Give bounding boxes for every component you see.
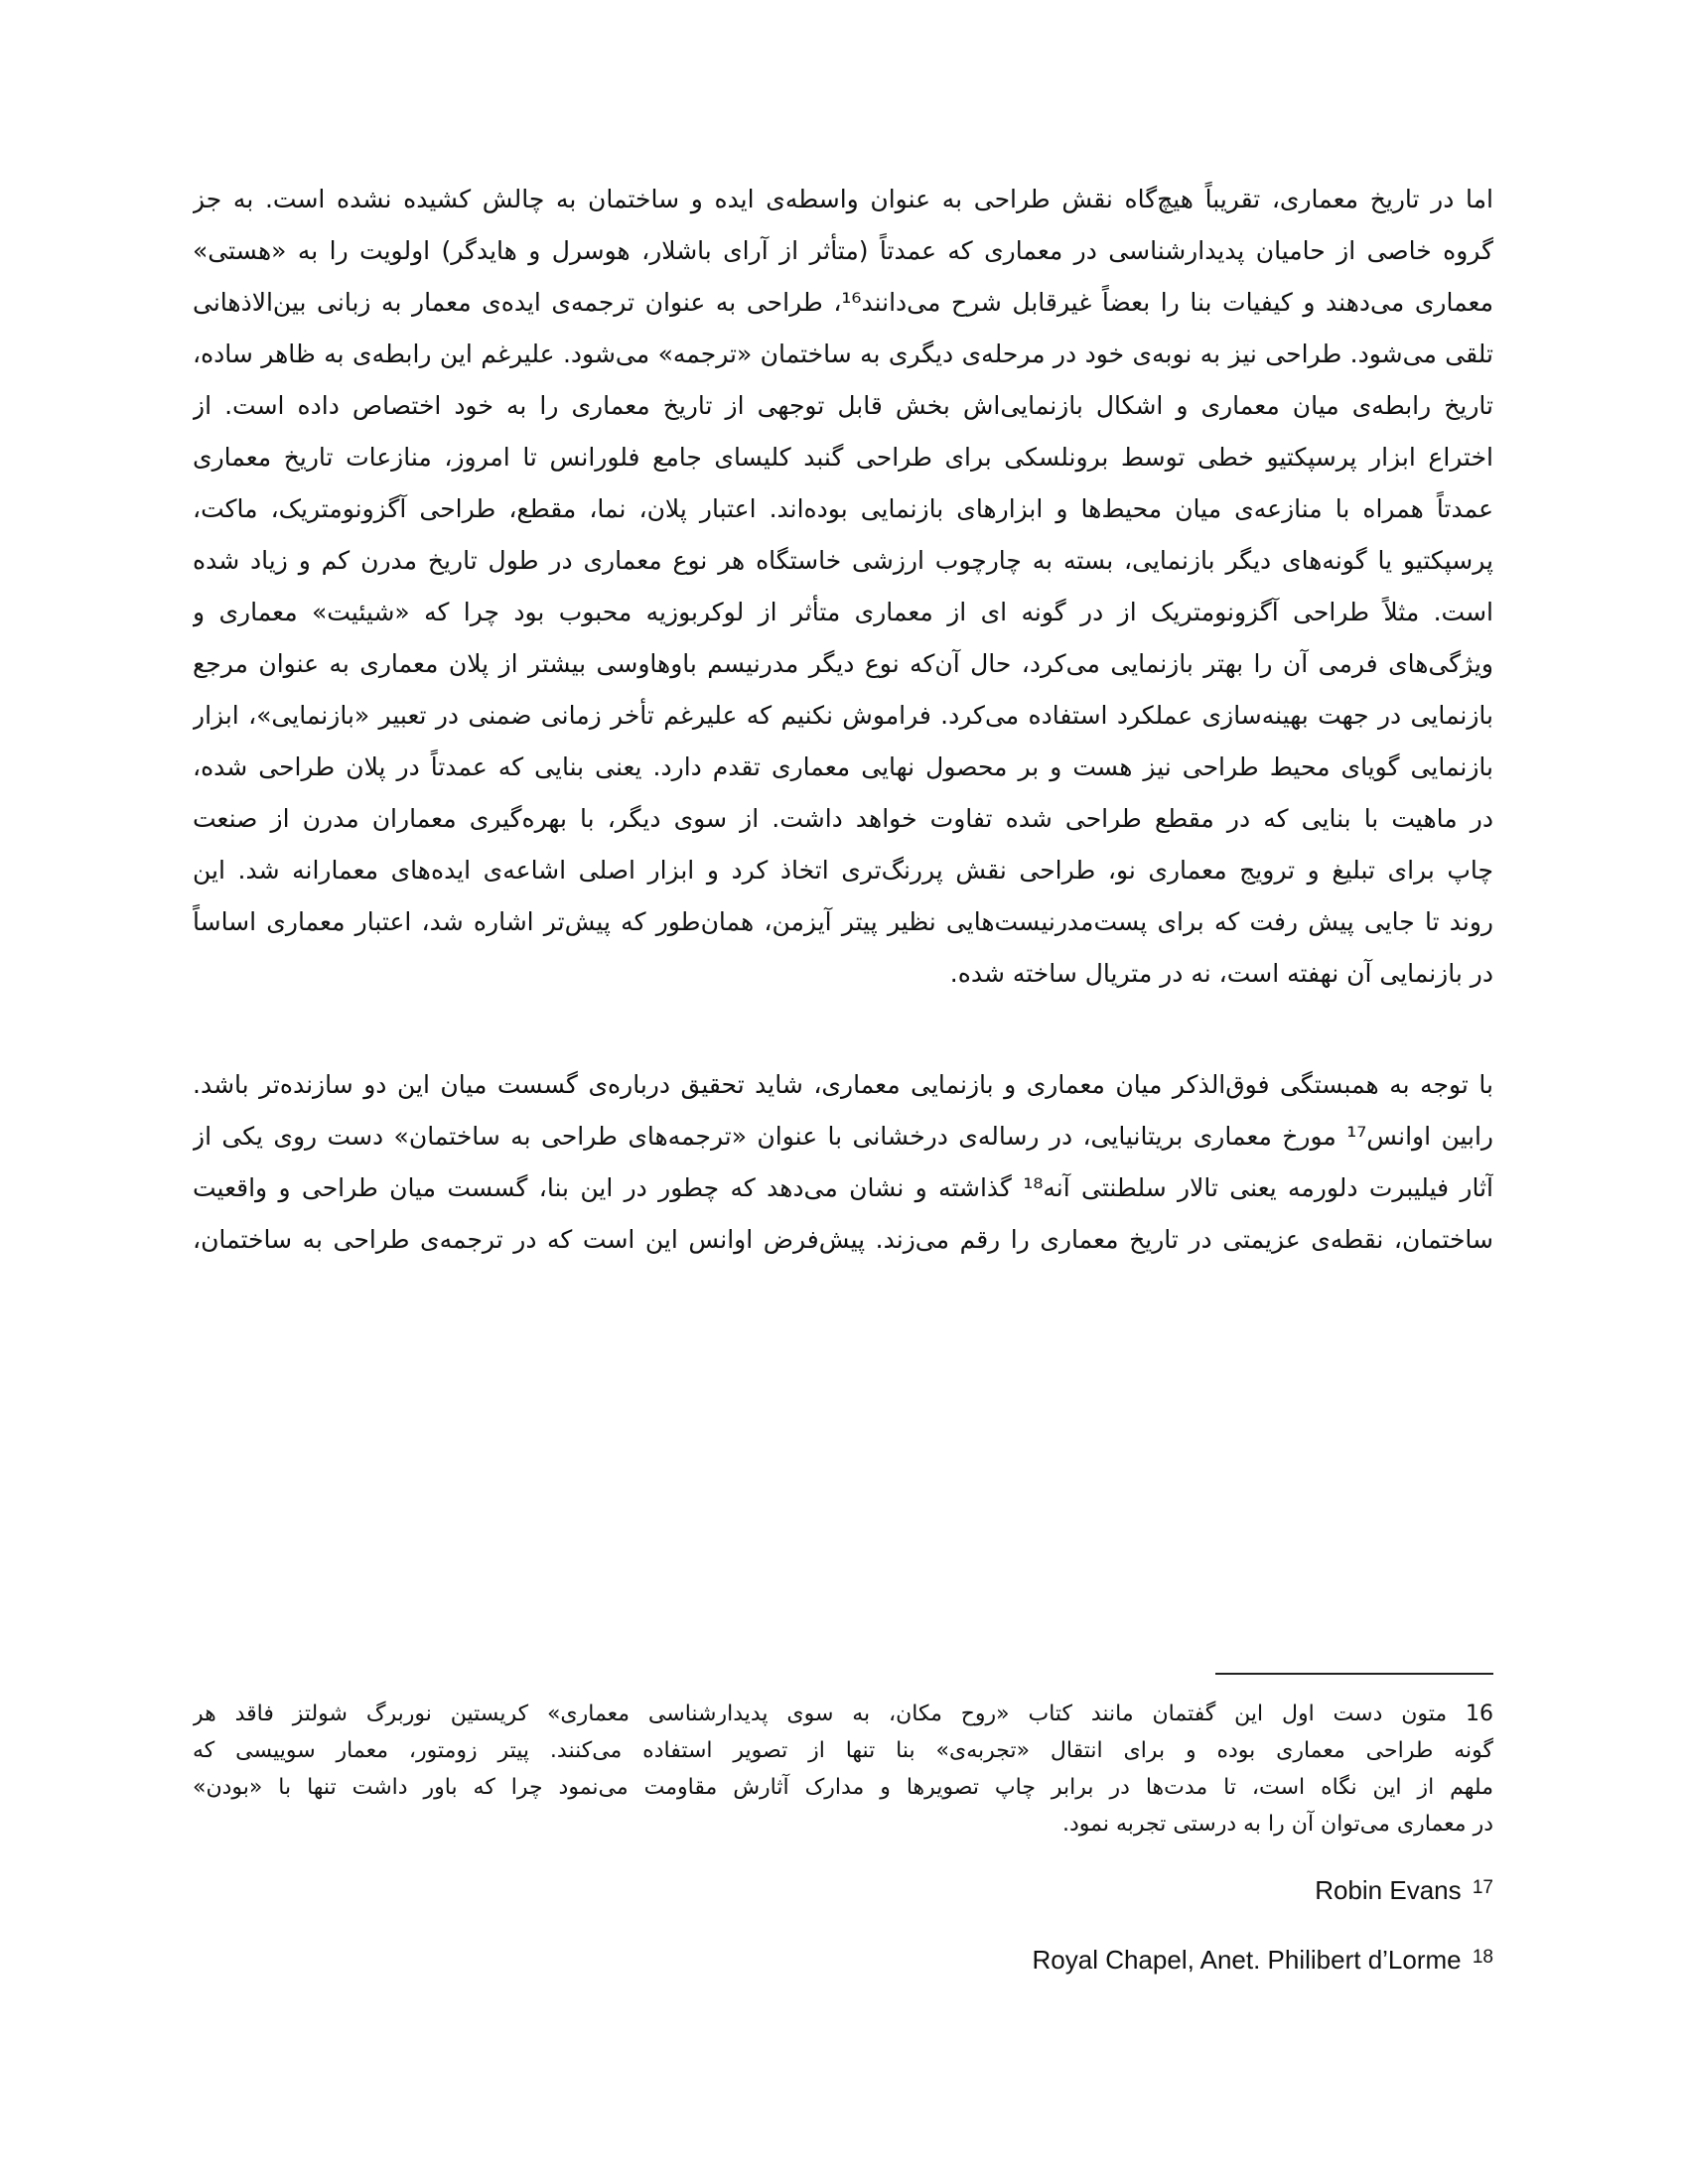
footnote-17 — [193, 1868, 1493, 1908]
paragraph-2 — [193, 1059, 1493, 1266]
footnote-spacer — [193, 1843, 1493, 1868]
text-line: آثار فیلیبرت دلورمه یعنی تالار سلطنتی آنه¹⁸ گذاشته و نشان می‌دهد که چطور در این بنا، گسست میان طراحی و واقعیت — [193, 1173, 1493, 1202]
text-line: اختراع ابزار پرسپکتیو خطی توسط برونلسکی برای طراحی گنبد کلیسای جامع فلورانس تا امروز، منازعات تاریخ معماری — [193, 443, 1493, 472]
footnote-line: گونه طراحی معماری بوده و برای انتقال «تجربه‌ی» بنا تنها از تصویر استفاده می‌کنند. پیتر زومتور، معمار سوییسی که — [193, 1738, 1493, 1763]
text-line: ساختمان، نقطه‌ی عزیمتی در تاریخ معماری را رقم می‌زند. پیش‌فرض اوانس این است که در ترجمه‌ی طراحی به ساختمان، — [193, 1225, 1493, 1254]
footnote-divider — [1215, 1673, 1493, 1675]
text-line: پرسپکتیو یا گونه‌های دیگر بازنمایی، بسته به چارچوب ارزشی خاستگاه هر نوع معماری در طول تاریخ مدرن کم و زیاد شده — [193, 546, 1493, 575]
text-line: روند تا جایی پیش رفت که برای پست‌مدرنیست‌هایی نظیر پیتر آیزمن، همان‌طور که پیش‌تر اشاره شد، اعتبار معماری اساساً — [193, 907, 1493, 936]
text-line: در بازنمایی آن نهفته است، نه در متریال ساخته شده. — [949, 959, 1493, 988]
footnote-18 — [193, 1938, 1493, 1978]
text-line: چاپ برای تبلیغ و ترویج معماری نو، طراحی نقش پررنگ‌تری اتخاذ کرد و ابزار اصلی اشاعه‌ی ایده‌های معمارانه شد. این — [193, 856, 1493, 885]
footnote-spacer — [193, 1908, 1493, 1938]
text-line: تاریخ رابطه‌ی میان معماری و اشکال بازنمایی‌اش بخش قابل توجهی از تاریخ معماری را به خود اختصاص داده است. از — [193, 391, 1493, 420]
footnote-18-number: 18 — [1472, 1947, 1493, 1968]
text-line: معماری می‌دهند و کیفیات بنا را بعضاً غیرقابل شرح می‌دانند¹⁶، طراحی به عنوان ترجمه‌ی ایده‌ی معمار به زبانی بین‌الاذهانی — [193, 288, 1493, 317]
text-line: بازنمایی در جهت بهینه‌سازی عملکرد استفاده می‌کرد. فراموش نکنیم که علیرغم تأخر زمانی ضمنی در تعبیر «بازنمایی»، ابزار — [193, 701, 1493, 730]
footnote-17-number: 17 — [1472, 1877, 1493, 1898]
text-line: عمدتاً همراه با منازعه‌ی میان محیط‌ها و ابزارهای بازنمایی بوده‌اند. اعتبار پلان، نما، مقطع، طراحی آگزونومتریک، ماکت، — [193, 494, 1493, 523]
paragraph-1 — [193, 174, 1493, 1000]
text-line: است. مثلاً طراحی آگزونومتریک از در گونه ای از معماری متأثر از لوکربوزیه محبوب بود چرا که «شیئیت» معماری و — [193, 598, 1493, 626]
text-line: گروه خاصی از حامیان پدیدارشناسی در معماری که عمدتاً (متأثر از آرای باشلار، هوسرل و هایدگر) اولویت را به «هستی» — [193, 236, 1493, 265]
footnote-line: 16 متون دست اول این گفتمان مانند کتاب «روح مکان، به سوی پدیدارشناسی معماری» کریستین نوربرگ شولتز فاقد هر — [193, 1702, 1493, 1726]
text-line: تلقی می‌شود. طراحی نیز به نوبه‌ی خود در مرحله‌ی دیگری به ساختمان «ترجمه» می‌شود. علیرغم این رابطه‌ی به ظاهر ساده، — [193, 340, 1493, 368]
text-line: رابین اوانس¹⁷ مورخ معماری بریتانیایی، در رساله‌ی درخشانی با عنوان «ترجمه‌های طراحی به ساختمان» دست روی یکی از — [193, 1122, 1493, 1151]
footnote-18-text: Royal Chapel, Anet. Philibert d’Lorme — [1032, 1945, 1462, 1975]
footnote-17-text: Robin Evans — [1315, 1875, 1462, 1905]
text-line: اما در تاریخ معماری، تقریباً هیچ‌گاه نقش طراحی به عنوان واسطه‌ی ایده و ساختمان به چالش کشیده نشده است. به جز — [193, 185, 1493, 213]
footnotes — [193, 1696, 1493, 1978]
text-line: ویژگی‌های فرمی آن را بهتر بازنمایی می‌کرد، حال آن‌که نوع دیگر مدرنیسم باوهاوسی بیشتر از پلان معماری به عنوان مرجع — [193, 649, 1493, 678]
text-line: بازنمایی گویای محیط طراحی نیز هست و بر محصول نهایی معماری تقدم دارد. یعنی بنایی که عمدتاً در پلان طراحی شده، — [193, 752, 1493, 781]
footnote-line: ملهم از این نگاه است، تا مدت‌ها در برابر چاپ تصویرها و مدارک آثارش مقاومت می‌نمود چرا که باور داشت تنها با «بودن» — [193, 1775, 1493, 1800]
footnote-16 — [193, 1696, 1493, 1843]
paragraph-spacer — [193, 1000, 1493, 1059]
text-line: در ماهیت با بنایی که در مقطع طراحی شده تفاوت خواهد داشت. از سوی دیگر، با بهره‌گیری معماران مدرن از صنعت — [193, 804, 1493, 833]
main-text — [193, 174, 1493, 1266]
text-line: با توجه به همبستگی فوق‌الذکر میان معماری و بازنمایی معماری، شاید تحقیق درباره‌ی گسست میان این دو سازنده‌تر باشد. — [193, 1070, 1493, 1099]
footnote-line: در معماری می‌توان آن را به درستی تجربه نمود. — [1061, 1812, 1493, 1837]
